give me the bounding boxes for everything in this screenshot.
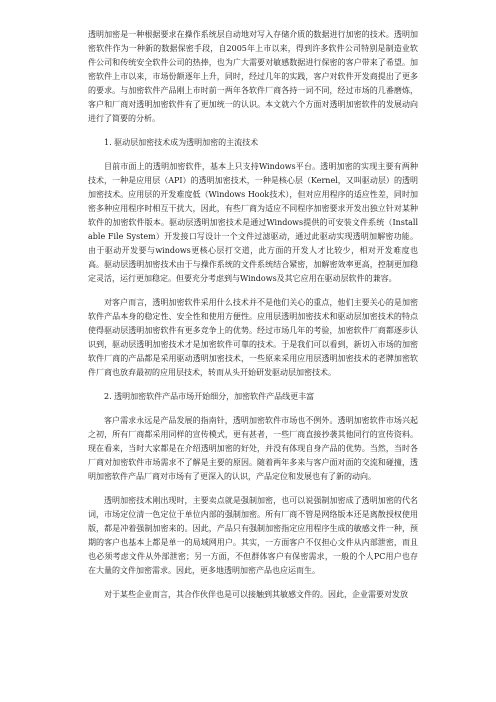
intro-paragraph: 透明加密是一种根据要求在操作系统层自动地对写入存储介质的数据进行加密的技术。透明加密软件作为一种新的数据保密手段，自2005年上市以来，得到许多软件公司特别是制造业软件公司和传统安全软件公司的热捧，也为广大需要对敏感数据进行保密的客户带来了希望。加密软件上市以来，市场份额逐年上升，同时，经过几年的实践，客户对软件开发商提出了更多的要求。与加密软件产品刚上市时前一两年各软件厂商各持一词不同，经过市场的几番磨炼，客户和厂商对透明加密软件有了更加统一的认识。本文就六个方面对透明加密软件的发展动向进行了简要的分析。: [88, 30, 418, 123]
body-paragraph: 目前市面上的透明加密软件，基本上只支持Windows平台。透明加密的实现主要有两种技术，一种是应用层（API）的透明加密技术，一种是核心层（Kernel，又叫驱动层）的透明加密技术。应用层的开发难度低（Windows Hook技术），但对应用程序的适应性差，同时加密多种应用程序时相互干扰大，因此，有些厂商为适应不同程序加密要求开发出独立针对某种软件的加密软件版本。驱动层透明加密技术是通过Windows提供的可安装文件系统（Installable File System）开发接口写设计一个文件过滤驱动，通过此驱动实现透明加解密功能。由于驱动开发要与windows更核心层打交道，此方面的开发人才比较少，相对开发难度也高。驱动层透明加密技术由于与操作系统的文件系统结合紧密，加解密效率更高，控制更加稳定灵活，运行更加稳定。但要充分考虑到与Windows及其它应用在驱动层软件的兼容。: [88, 162, 418, 283]
document-page: [88, 28, 418, 702]
section-heading-2: 2. 透明加密软件产品市场开始细分，加密软件产品线更丰富: [104, 392, 315, 401]
body-paragraph: 透明加密技术刚出现时，主要卖点就是强制加密，也可以说强制加密成了透明加密的代名词，市场定位清一色定位于单位内部的强制加密。所有厂商不管是网络版本还是离散授权使用版，都是冲着强制加密来的。因此，产品只有强制加密指定应用程序生成的敏感文件一种，预期的客户也基本上都是单一的局域网用户。其实，一方面客户不仅担心文件从内部泄密，而且也必须考虑文件从外部泄密；另一方面，不但群体客户有保密需求，一般的个人PC用户也存在大量的文件加密需求。因此，更多地透明加密产品也应运而生。: [88, 496, 418, 575]
body-paragraph: 对于某些企业而言，其合作伙伴也是可以接触到其敏感文件的。因此，企业需要对发放: [104, 590, 408, 599]
body-paragraph: 对客户而言，透明加密软件采用什么技术并不是他们关心的重点，他们主要关心的是加密软件产品本身的稳定性、安全性和使用方便性。应用层透明加密技术和驱动层加密技术的特点使得驱动层透明加密软件有更多竞争上的优势。经过市场几年的考验，加密软件厂商都逐步认识到，驱动层透明加密技术才是加密软件可靠的技术。于是我们可以看到，新切入市场的加密软件厂商的产品都是采用驱动透明加密技术，一些原来采用应用层透明加密技术的老牌加密软件厂商也放弃最初的应用层技术，转而从头开始研发驱动层加密技术。: [88, 298, 418, 377]
section-heading-1: 1. 驱动层加密技术成为透明加密的主流技术: [104, 138, 259, 147]
body-paragraph: 客户需求永远是产品发展的指南针，透明加密软件市场也不例外。透明加密软件市场兴起之初，所有厂商都采用同样的宣传模式，更有甚者，一些厂商直接抄袭其他同行的宣传资料。现在看来，当时大家都是在介绍透明加密的好处，并没有体现自身产品的优势。当然，当时各厂商对加密软件市场需求不了解是主要的原因。随着两年多来与客户面对面的交流和碰撞，透明加密软件产品厂商对市场有了更深入的认识，产品定位和发展也有了新的动向。: [88, 416, 418, 481]
